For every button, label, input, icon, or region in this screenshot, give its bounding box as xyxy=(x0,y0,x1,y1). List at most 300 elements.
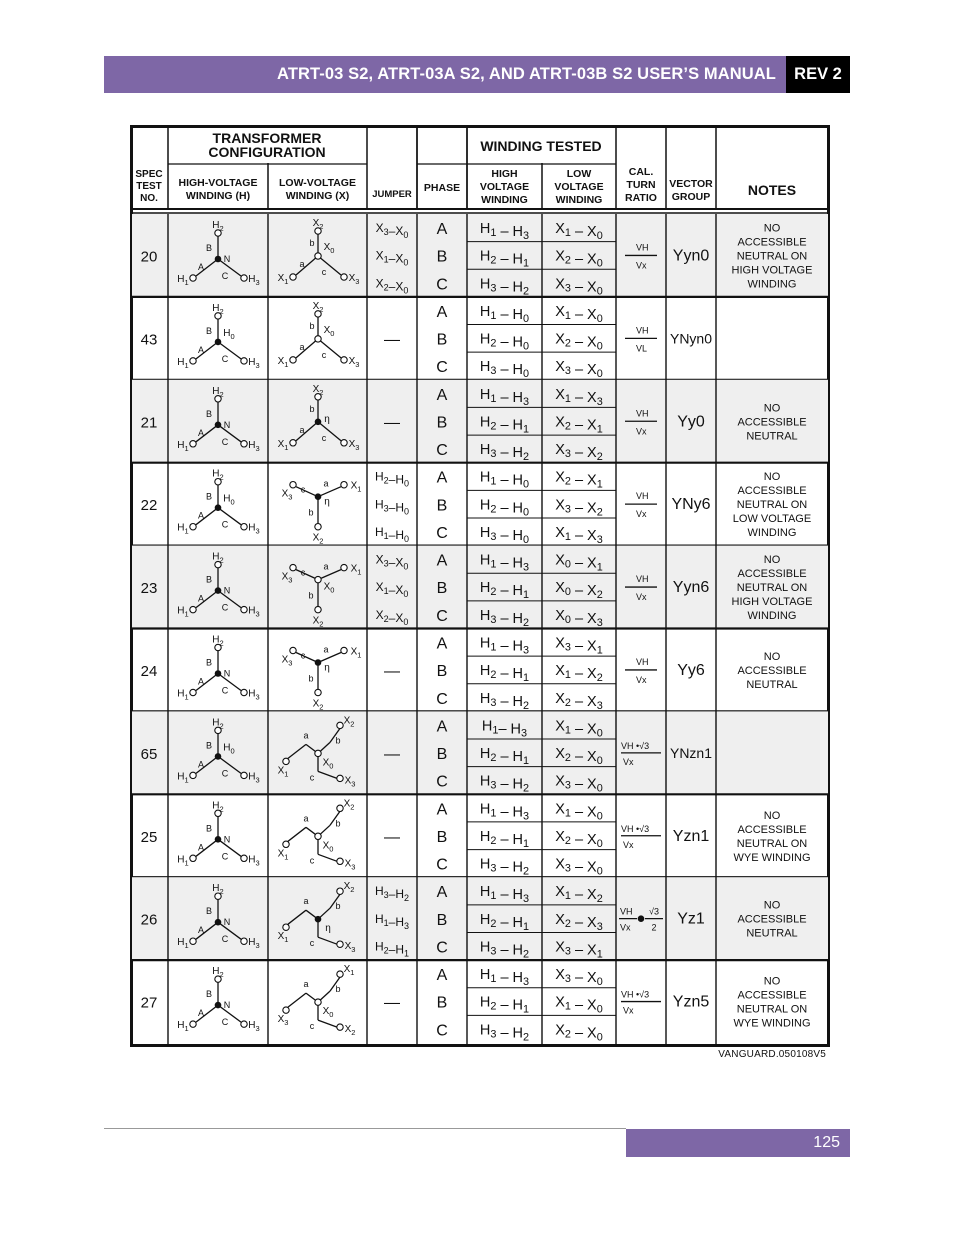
table-row xyxy=(130,635,830,712)
diagram-label: b xyxy=(308,673,314,684)
ratio-den: Vx xyxy=(636,674,647,685)
terminal xyxy=(190,275,196,281)
note-line: ACCESSIBLE xyxy=(737,664,807,677)
diagram-label: N xyxy=(223,1000,231,1011)
high-winding: $H_1 - H_3$ xyxy=(479,386,530,408)
note-line: NO xyxy=(763,899,781,912)
diagram-label: c xyxy=(321,349,327,360)
diagram-label: b xyxy=(335,818,341,829)
header-winding-tested: WINDING TESTED xyxy=(480,138,602,154)
header-lv: WINDING (X) xyxy=(285,190,350,202)
diagram-label: b xyxy=(335,901,341,912)
phase-letter: B xyxy=(436,994,448,1012)
diagram-label: $X_0$ xyxy=(322,757,334,771)
diagram-label: A xyxy=(197,676,205,687)
diagram-label: N xyxy=(223,254,231,264)
diagram-label: $X_0$ xyxy=(323,242,335,255)
diagram-label: $H_3$ xyxy=(248,1020,260,1034)
note-line: NO xyxy=(763,471,781,484)
neutral-point xyxy=(638,915,645,922)
terminal xyxy=(190,358,196,364)
jumper-value: $X_3-X_0$ xyxy=(375,221,409,240)
diagram-label: c xyxy=(309,855,315,866)
diagram-label: a xyxy=(323,644,329,655)
diagram-label: C xyxy=(221,685,229,696)
terminal xyxy=(190,1021,196,1027)
ratio-den: Vx xyxy=(623,1005,634,1016)
high-winding: $H_1 - H_0$ xyxy=(479,469,530,491)
diagram-label: $H_3$ xyxy=(248,605,260,619)
neutral-point xyxy=(215,753,222,760)
phase-letter: C xyxy=(436,524,448,542)
note-line: ACCESSIBLE xyxy=(737,416,807,429)
low-winding: $X_1 - X_0$ xyxy=(555,801,603,823)
low-winding: $X_3 - X_1$ xyxy=(555,939,603,961)
terminal xyxy=(241,358,247,364)
terminal xyxy=(190,855,196,861)
diagram-label: $H_2$ xyxy=(212,717,224,731)
diagram-label: B xyxy=(205,243,213,253)
ratio-num: VH xyxy=(636,408,649,419)
ratio-den: VL xyxy=(636,343,648,354)
note-line: ACCESSIBLE xyxy=(737,236,807,249)
diagram-label: $H_1$ xyxy=(177,1020,189,1034)
spec-number: 21 xyxy=(140,414,158,432)
terminal xyxy=(283,841,289,847)
cal-turn-ratio xyxy=(621,990,661,1016)
terminal xyxy=(315,253,321,259)
phase-letter: C xyxy=(436,690,448,708)
neutral-point xyxy=(215,836,222,843)
diagram-label: B xyxy=(205,823,213,834)
phase-letter: C xyxy=(436,359,448,377)
low-winding: $X_1 - X_2$ xyxy=(555,663,603,685)
header-config: CONFIGURATION xyxy=(208,144,326,160)
diagram-label: B xyxy=(205,491,213,502)
header-notes: NOTES xyxy=(747,182,797,198)
low-winding: $X_2 - X_0$ xyxy=(555,828,603,850)
low-winding: $X_3 - X_2$ xyxy=(555,497,603,519)
diagram-label: N xyxy=(223,585,231,596)
vector-group: Yz1 xyxy=(677,910,705,928)
diagram-label: $H_1$ xyxy=(177,605,189,619)
phase-letter: A xyxy=(436,884,448,902)
terminal xyxy=(190,772,196,778)
diagram-label: $X_2$ xyxy=(344,1024,356,1038)
neutral-point xyxy=(215,339,222,346)
note-line: HIGH VOLTAGE xyxy=(731,264,813,277)
diagram-label: $X_0$ xyxy=(323,324,335,338)
jumper-value: $H_1-H_0$ xyxy=(374,524,410,544)
ratio-den: 2 xyxy=(651,922,657,933)
phase-letter: C xyxy=(436,607,448,625)
table-row xyxy=(130,214,830,297)
diagram-label: N xyxy=(223,419,231,430)
ratio-num: VH xyxy=(636,242,649,253)
terminal xyxy=(315,606,321,612)
terminal xyxy=(241,606,247,612)
phase-letter: B xyxy=(436,746,448,764)
low-winding: $X_3 - X_0$ xyxy=(555,276,603,298)
diagram-label: a xyxy=(299,341,305,352)
figure-caption: VANGUARD.050108V5 xyxy=(718,1049,826,1060)
diagram-label: $H_0$ xyxy=(223,493,235,507)
page-number: 125 xyxy=(626,1129,850,1157)
phase-letter: C xyxy=(436,276,448,294)
vector-group: YNyn0 xyxy=(669,330,713,347)
jumper-value: $X_1-X_0$ xyxy=(375,580,409,600)
diagram-label: C xyxy=(221,519,229,530)
neutral-point xyxy=(215,256,222,263)
low-winding: $X_3 - X_2$ xyxy=(555,442,603,464)
diagram-label: A xyxy=(197,925,205,936)
high-winding: $H_2 - H_1$ xyxy=(479,911,530,933)
diagram-label: b xyxy=(309,403,315,414)
diagram-label: $X_2$ xyxy=(312,698,324,712)
terminal xyxy=(190,689,196,695)
phase-letter: C xyxy=(436,773,448,791)
high-winding: $H_1 - H_3$ xyxy=(479,635,530,657)
diagram-label: $X_0$ xyxy=(322,1006,334,1020)
diagram-label: C xyxy=(221,934,229,945)
header-hv: HIGH-VOLTAGE xyxy=(178,177,258,189)
phase-letter: B xyxy=(436,248,448,266)
winding-line xyxy=(318,653,341,663)
terminal xyxy=(241,938,247,944)
terminal xyxy=(290,274,296,280)
low-winding: $X_1 - X_0$ xyxy=(555,994,603,1016)
diagram-label: $H_1$ xyxy=(177,937,189,951)
neutral-point xyxy=(215,587,222,594)
vector-group: Yzn5 xyxy=(672,993,710,1011)
header-cal: RATIO xyxy=(625,192,657,204)
diagram-label: $H_3$ xyxy=(248,356,260,370)
diagram-label: $X_2$ xyxy=(343,715,355,729)
note-line: NO xyxy=(763,975,781,988)
table-row xyxy=(130,546,830,629)
diagram-label: $H_3$ xyxy=(248,937,260,951)
note-line: ACCESSIBLE xyxy=(737,989,807,1002)
neutral-point xyxy=(315,419,322,426)
high-winding: $H_1 - H_0$ xyxy=(479,303,530,325)
diagram-label: A xyxy=(197,759,205,770)
header-hv: WINDING (H) xyxy=(185,190,251,202)
diagram-label: B xyxy=(205,989,213,1000)
table-row xyxy=(130,711,830,794)
note-line: ACCESSIBLE xyxy=(737,568,807,581)
revision-badge: REV 2 xyxy=(786,56,850,93)
low-winding: $X_1 - X_2$ xyxy=(555,884,603,906)
diagram-label: c xyxy=(309,1021,315,1032)
note-line: ACCESSIBLE xyxy=(737,485,807,498)
hv-diagram xyxy=(177,469,259,536)
diagram-label: a xyxy=(303,813,309,824)
jumper-value: $H_1-H_3$ xyxy=(374,911,410,931)
spec-number: 24 xyxy=(140,662,158,680)
phase-letter: B xyxy=(436,828,448,846)
terminal xyxy=(341,274,347,280)
diagram-label: A xyxy=(197,344,205,355)
low-winding: $X_3 - X_0$ xyxy=(555,856,603,878)
diagram-label: A xyxy=(197,427,205,438)
ratio-num: VH xyxy=(636,325,649,336)
neutral-point xyxy=(215,919,222,926)
diagram-label: a xyxy=(303,730,309,741)
diagram-label: $X_1$ xyxy=(277,355,289,369)
note-line: NO xyxy=(763,554,781,567)
header-high: VOLTAGE xyxy=(479,181,530,193)
low-winding: $X_0 - X_2$ xyxy=(555,580,603,602)
diagram-label: η xyxy=(324,413,330,425)
diagram-label: η xyxy=(324,496,330,508)
note-line: WINDING xyxy=(747,278,797,291)
low-winding: $X_0 - X_1$ xyxy=(555,552,603,574)
terminal xyxy=(315,689,321,695)
diagram-label: $X_3$ xyxy=(281,571,293,585)
diagram-label: $X_1$ xyxy=(277,438,289,452)
terminal xyxy=(341,482,347,488)
terminal xyxy=(341,564,347,570)
low-winding: $X_2 - X_0$ xyxy=(555,746,603,768)
terminal xyxy=(283,758,289,764)
low-winding: $X_2 - X_3$ xyxy=(555,690,603,712)
diagram-label: B xyxy=(205,325,213,336)
hv-diagram xyxy=(177,303,259,370)
jumper-value: $H_3-H_0$ xyxy=(374,497,410,517)
winding-line xyxy=(296,650,318,663)
terminal xyxy=(315,750,321,756)
header-spec: SPEC xyxy=(135,169,163,180)
high-winding: $H_2 - H_0$ xyxy=(479,497,530,519)
diagram-label: $H_3$ xyxy=(248,854,260,868)
lv-diagram xyxy=(282,479,362,546)
diagram-label: $H_3$ xyxy=(248,439,260,453)
vector-group: Yy6 xyxy=(677,661,705,679)
diagram-label: $H_1$ xyxy=(177,771,189,785)
diagram-label: $H_2$ xyxy=(212,883,224,897)
low-winding: $X_1 - X_3$ xyxy=(555,386,603,408)
lv-diagram xyxy=(278,301,360,369)
diagram-label: $X_2$ xyxy=(312,300,324,314)
terminal xyxy=(315,833,321,839)
diagram-label: b xyxy=(308,507,314,518)
note-line: NO xyxy=(763,402,781,415)
header-cal: TURN xyxy=(626,179,656,191)
diagram-label: B xyxy=(205,906,213,917)
high-winding: $H_2 - H_1$ xyxy=(479,994,530,1016)
vector-group: Yzn1 xyxy=(672,827,710,845)
terminal xyxy=(283,1007,289,1013)
lv-diagram xyxy=(282,645,362,712)
header-cover xyxy=(418,128,466,163)
diagram-label: C xyxy=(221,851,229,862)
ratio-den: Vx xyxy=(623,839,634,850)
ratio-num: VH xyxy=(620,906,633,917)
terminal xyxy=(290,482,296,488)
diagram-label: a xyxy=(299,424,305,435)
high-winding: $H_3 - H_2$ xyxy=(479,442,530,464)
ratio-num: √3 xyxy=(649,906,659,917)
note-line: NEUTRAL ON xyxy=(736,837,808,850)
diagram-label: $X_2$ xyxy=(343,798,355,812)
high-winding: $H_3 - H_0$ xyxy=(479,359,530,381)
spec-number: 22 xyxy=(140,497,158,515)
neutral-point xyxy=(315,493,322,500)
high-winding: $H_3 - H_2$ xyxy=(479,939,530,961)
diagram-label: $H_2$ xyxy=(212,220,224,233)
phase-letter: C xyxy=(436,856,448,874)
jumper-value: $H_2-H_1$ xyxy=(374,939,410,959)
table-row xyxy=(130,798,830,877)
diagram-label: $H_2$ xyxy=(212,468,224,482)
diagram-label: b xyxy=(309,238,315,248)
diagram-label: c xyxy=(300,567,306,578)
diagram-label: η xyxy=(324,662,330,674)
diagram-label: $H_1$ xyxy=(177,356,189,370)
high-winding: $H_3 - H_2$ xyxy=(479,690,530,712)
terminal xyxy=(341,440,347,446)
vector-group: YNy6 xyxy=(671,496,711,514)
header-low: VOLTAGE xyxy=(554,181,604,193)
header-high: WINDING xyxy=(481,194,528,206)
ratio-num: VH •√3 xyxy=(621,740,650,751)
note-line: LOW VOLTAGE xyxy=(732,513,812,526)
diagram-label: $X_0$ xyxy=(322,840,334,854)
note-line: NO xyxy=(763,650,781,663)
phase-letter: C xyxy=(436,442,448,460)
diagram-label: $H_1$ xyxy=(177,522,189,536)
jumper-value: $X_3-X_0$ xyxy=(375,552,409,572)
winding-line xyxy=(318,1020,337,1027)
jumper-value: — xyxy=(384,828,400,846)
neutral-point xyxy=(315,659,322,666)
phase-letter: B xyxy=(436,663,448,681)
ratio-num: VH xyxy=(636,574,649,585)
note-line: NEUTRAL ON xyxy=(736,1003,808,1016)
low-winding: $X_1 - X_0$ xyxy=(555,718,603,740)
terminal xyxy=(190,524,196,530)
jumper-value: — xyxy=(384,414,400,432)
high-winding: $H_1-$ $H_3$ xyxy=(481,718,528,740)
diagram-label: $X_3$ xyxy=(344,858,356,872)
table-header xyxy=(130,127,830,213)
phase-letter: A xyxy=(436,635,448,653)
terminal xyxy=(290,647,296,653)
phase-letter: A xyxy=(436,221,448,238)
diagram-label: c xyxy=(300,484,306,495)
ratio-num: VH xyxy=(636,491,649,502)
table-row xyxy=(141,964,811,1043)
winding-line xyxy=(318,854,337,861)
neutral-point xyxy=(215,1002,222,1009)
jumper-value: — xyxy=(384,745,400,763)
winding-line xyxy=(296,484,318,497)
terminal xyxy=(190,606,196,612)
high-winding: $H_1 - H_3$ xyxy=(479,221,530,242)
note-line: WYE WINDING xyxy=(733,851,811,864)
diagram-label: $X_3$ xyxy=(281,654,293,668)
phase-letter: A xyxy=(436,552,448,570)
jumper-value: — xyxy=(384,662,400,680)
footer-rule xyxy=(104,1128,626,1129)
terminal xyxy=(241,689,247,695)
ratio-den: Vx xyxy=(623,756,634,767)
ratio-den: Vx xyxy=(636,260,647,271)
cal-turn-ratio xyxy=(625,491,657,519)
diagram-label: $X_1$ xyxy=(277,931,289,945)
diagram-label: a xyxy=(303,979,309,990)
terminal xyxy=(337,722,343,728)
jumper-value: $X_1-X_0$ xyxy=(375,248,409,268)
high-winding: $H_2 - H_0$ xyxy=(479,331,530,353)
note-line: NEUTRAL ON xyxy=(736,582,808,595)
low-winding: $X_3 - X_0$ xyxy=(555,773,603,795)
diagram-label: $H_2$ xyxy=(212,551,224,565)
ratio-den: Vx xyxy=(636,509,647,520)
terminal xyxy=(341,357,347,363)
high-winding: $H_2 - H_1$ xyxy=(479,580,530,602)
jumper-value: — xyxy=(384,994,400,1012)
terminal xyxy=(241,855,247,861)
diagram-label: $X_1$ xyxy=(277,848,289,862)
diagram-label: $X_1$ xyxy=(350,646,362,660)
jumper-value: $X_2-X_0$ xyxy=(375,276,409,296)
note-line: WYE WINDING xyxy=(733,1017,811,1030)
low-winding: $X_3 - X_0$ xyxy=(555,359,603,381)
terminal xyxy=(290,357,296,363)
diagram-label: $H_3$ xyxy=(248,274,260,287)
diagram-label: b xyxy=(309,320,315,331)
diagram-label: C xyxy=(221,768,229,779)
low-winding: $X_2 - X_0$ xyxy=(555,331,603,353)
phase-letter: C xyxy=(436,939,448,957)
low-winding: $X_2 - X_0$ xyxy=(555,1022,603,1044)
note-line: NO xyxy=(763,222,781,235)
diagram-label: C xyxy=(221,602,229,613)
note-line: HIGH VOLTAGE xyxy=(731,596,813,609)
page-header xyxy=(104,56,850,93)
terminal xyxy=(283,924,289,930)
diagram-label: $H_2$ xyxy=(212,634,224,648)
high-winding: $H_1 - H_3$ xyxy=(479,801,530,823)
high-winding: $H_2 - H_1$ xyxy=(479,828,530,850)
phase-letter: A xyxy=(436,967,448,985)
terminal xyxy=(241,524,247,530)
high-winding: $H_2 - H_1$ xyxy=(479,746,530,768)
diagram-label: b xyxy=(335,984,341,995)
note-line: NEUTRAL ON xyxy=(736,250,808,263)
vector-group: Yyn6 xyxy=(672,579,710,597)
header-low: WINDING xyxy=(555,194,603,206)
diagram-label: B xyxy=(205,740,213,751)
header-low: LOW xyxy=(566,168,592,180)
diagram-label: $H_1$ xyxy=(177,439,189,453)
high-winding: $H_2 - H_1$ xyxy=(479,248,530,270)
diagram-label: b xyxy=(335,735,341,746)
diagram-label: c xyxy=(321,267,327,277)
neutral-point xyxy=(215,504,222,511)
terminal xyxy=(337,775,343,781)
header-phase: PHASE xyxy=(423,182,461,194)
diagram-label: $H_1$ xyxy=(177,688,189,702)
header-vector: GROUP xyxy=(671,191,711,203)
diagram-label: C xyxy=(221,271,229,281)
diagram-label: a xyxy=(323,478,329,489)
note-line: NEUTRAL xyxy=(746,678,798,691)
terminal xyxy=(290,564,296,570)
diagram-label: $X_1$ xyxy=(350,480,362,494)
low-winding: $X_2 - X_3$ xyxy=(555,911,603,933)
